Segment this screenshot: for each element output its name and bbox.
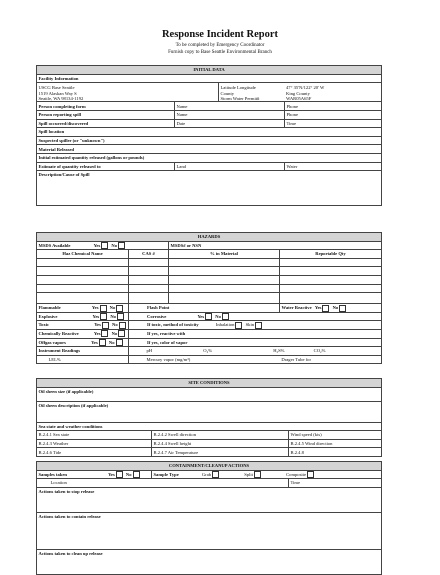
msds-number-label: MSDS# or NSN [170,242,202,248]
instrument-readings-row2[interactable] [129,355,382,364]
oil-sheen-description-field[interactable] [37,401,382,422]
oil-sheen-size-field[interactable] [37,387,382,401]
suspected-spiller-label: Suspected spiller (or "unknown") [38,138,105,144]
hazards-table [36,232,382,364]
o2-label: O₂% [203,348,213,354]
skin-checkbox[interactable] [255,322,262,329]
composite-checkbox[interactable] [307,471,314,478]
water-reactive-yes-label: Yes [314,305,322,311]
subtitle-coordinator: To be completed by Emergency Coordinator [175,43,265,48]
facility-street: 1519 Alaskan Way S [38,90,77,96]
sample-type-row [152,470,382,479]
person-completing-label: Person completing form [37,102,175,111]
toxicity-method-row [129,321,382,330]
offgas-yes-label: Yes [91,339,98,345]
msds-yes-label: Yes [93,242,101,248]
msds-available-row [37,241,169,250]
lel-label: LEL% [48,357,61,363]
b248-field[interactable] [289,448,382,457]
samples-taken-label: Samples taken [38,471,67,477]
weather-label: B.2.4.3 Weather [38,441,69,447]
vapor-color-label: If yes, color of vapor [147,339,188,345]
spill-occurred-label: Spill occurred/discovered [37,119,175,128]
stop-release-label: Actions taken to stop release [38,488,95,494]
chemical-row[interactable] [37,267,382,276]
containment-header: CONTAINMENT/CLEANUP ACTIONS [37,462,382,471]
toxic-no-label: No [112,322,118,328]
swell-height-field[interactable] [152,439,289,448]
vapor-color-field[interactable] [129,338,382,347]
spill-location-label: Spill location [38,129,65,135]
grab-label: Grab [201,471,212,477]
subtitle-furnish-copy: Furnish copy to Base Seattle Environmental Branch [168,50,272,55]
flammable-yes-checkbox[interactable] [100,305,107,312]
estimate-released-to-label: Estimate of quantity released to [37,162,175,171]
swell-direction-field[interactable] [152,431,289,440]
initial-data-table [36,65,382,206]
sample-time-field[interactable] [289,479,382,488]
date-label: Date [176,120,186,126]
contain-release-field[interactable] [37,512,382,549]
facility-city: Seattle, WA 98134-1192 [38,96,84,101]
county-label: County [220,90,235,96]
corrosive-no-label: No [215,313,221,319]
facility-meta-values [285,83,382,102]
water-reactive-yes-checkbox[interactable] [322,305,329,312]
tide-field[interactable] [37,448,152,457]
haz-chemical-name-header: Haz Chemical Name [37,250,129,259]
reactive-yes-label: Yes [93,331,101,337]
sample-type-label: Sample Type [153,471,179,477]
permit-label: Storm Water Permit# [220,96,260,101]
flammable-yes-label: Yes [91,305,99,311]
explosive-label: Explosive [38,313,58,319]
reactive-with-field[interactable] [129,329,382,338]
location-label: Location [50,480,67,486]
time-label: Time [286,120,297,126]
offgas-no-checkbox[interactable] [116,339,123,346]
air-temperature-label: B.2.4.7 Air Temperature [153,449,199,455]
chemical-row[interactable] [37,275,382,284]
h2s-label: H₂S% [273,348,285,354]
facility-name: USCG Base Seattle [38,85,75,91]
hazards-header: HAZARDS [37,233,382,242]
msds-no-label: No [111,242,118,248]
samples-yes-checkbox[interactable] [116,471,123,478]
co2-label: CO₂% [313,348,326,354]
sea-state-field[interactable] [37,431,152,440]
toxic-yes-label: Yes [94,322,101,328]
time-label: Time [290,480,301,486]
msds-yes-checkbox[interactable] [101,242,108,249]
samples-taken-row [37,470,152,479]
chemically-reactive-label: Chemically Reactive [38,331,79,337]
corrosive-yes-checkbox[interactable] [205,313,212,320]
water-reactive-row [280,304,382,313]
split-label: Split [244,471,253,477]
wind-direction-label: B.2.4.5 Wind direction [290,441,333,447]
initial-data-header: INITIAL DATA [37,66,382,75]
phone-label: Phone [286,103,298,109]
cleanup-release-field[interactable] [37,549,382,574]
flammable-label: Flammable [38,305,61,311]
corrosive-yes-label: Yes [197,313,205,319]
msds-no-checkbox[interactable] [118,242,125,249]
swell-direction-label: B.2.4.2 Swell direction [153,432,196,438]
reporting-phone-field[interactable] [285,111,382,120]
skin-label: Skin [245,322,255,328]
wind-direction-field[interactable] [289,439,382,448]
samples-no-label: No [125,471,132,477]
flammable-row [37,304,129,313]
initial-quantity-label: Initial estimated quantity released (gallons or pounds) [38,155,145,161]
site-conditions-table [36,378,382,457]
toxic-yes-checkbox[interactable] [102,322,109,329]
spill-location-field[interactable] [37,128,382,137]
drager-tube-label: Drager Tube for [281,357,311,363]
sea-state-heading: Sea state and weather conditions [37,422,382,431]
name-label: Name [176,103,188,109]
toxic-row [37,321,129,330]
weather-field[interactable] [37,439,152,448]
flash-point-field[interactable] [129,304,280,313]
samples-yes-label: Yes [108,471,115,477]
toxicity-method-label: If toxic, method of toxicity [147,322,199,328]
explosive-yes-label: Yes [92,313,100,319]
grab-checkbox[interactable] [212,471,219,478]
flammable-no-label: No [109,305,116,311]
material-released-label: Material Released [38,146,75,152]
samples-no-checkbox[interactable] [133,471,140,478]
chemical-row[interactable] [37,293,382,304]
water-reactive-no-label: No [332,305,339,311]
toxic-label: Toxic [38,322,50,328]
facility-address-cell [37,83,219,102]
latlon-label: Latitude Longitude [220,85,256,91]
oil-sheen-description-label: Oil sheen description (if applicable) [38,402,109,408]
chemically-reactive-row [37,329,129,338]
permit-value: WAR05A65F [286,96,312,101]
reactive-with-label: If yes, reactive with [147,331,186,337]
mercury-vapor-label: Mercury vapor (mg/m³) [146,357,191,363]
swell-height-label: B.2.4.4 Swell height [153,441,192,447]
initial-quantity-field[interactable] [37,153,382,162]
report-title: Response Incident Report [161,29,279,40]
msds-available-label: MSDS Available [38,242,71,248]
offgas-label: Offgas vapors [38,339,66,345]
flammable-no-checkbox[interactable] [116,305,123,312]
site-conditions-header: SITE CONDITIONS [37,379,382,388]
name-label: Name [176,112,188,118]
lel-field[interactable] [37,355,129,364]
offgas-row [37,338,129,347]
reportable-qty-header: Reportable Qty [280,250,382,259]
sample-location-field[interactable] [37,479,289,488]
facility-meta-labels [219,83,285,102]
reactive-yes-checkbox[interactable] [101,330,108,337]
reactive-no-checkbox[interactable] [118,330,125,337]
spill-time-field[interactable] [285,119,382,128]
containment-table [36,461,382,575]
completing-name-field[interactable] [175,102,285,111]
ph-label: pH [146,348,153,354]
instrument-readings-label: Instrument Readings [37,347,129,356]
corrosive-label: Corrosive [147,313,167,319]
split-checkbox[interactable] [254,471,261,478]
water-label: Water [286,163,298,169]
water-reactive-label: Water Reactive [281,305,312,311]
chemical-row[interactable] [37,258,382,267]
contain-release-label: Actions taken to contain release [38,513,101,519]
offgas-yes-checkbox[interactable] [99,339,106,346]
spill-date-field[interactable] [175,119,285,128]
corrosive-row [129,312,382,321]
inhalation-checkbox[interactable] [235,322,242,329]
land-field[interactable] [175,162,285,171]
person-reporting-label: Person reporting spill [37,111,175,120]
pct-material-header: % in Material [169,250,280,259]
sea-state-label: B.2.4.1 Sea state [38,432,70,438]
water-reactive-no-checkbox[interactable] [339,305,346,312]
explosive-yes-checkbox[interactable] [100,313,107,320]
water-field[interactable] [285,162,382,171]
explosive-no-label: No [110,313,116,319]
oil-sheen-size-label: Oil sheen size (if applicable) [38,388,94,394]
suspected-spiller-field[interactable] [37,136,382,145]
description-field[interactable] [37,171,382,206]
land-label: Land [176,163,186,169]
stop-release-field[interactable] [37,487,382,512]
inhalation-label: Inhalation [215,322,235,328]
description-label: Description/Cause of Spill [38,172,90,178]
latlon-value: 47° 35'N/122° 20' W [286,85,325,91]
wind-speed-label: Wind speed (kts) [290,432,322,438]
cleanup-release-label: Actions taken to clean up release [38,550,103,556]
chemical-row[interactable] [37,284,382,293]
b248-label: B.2.4.8 [290,449,304,455]
air-temperature-field[interactable] [152,448,289,457]
flash-point-label: Flash Point [147,305,170,311]
cas-header: CAS # [129,250,169,259]
offgas-no-label: No [108,339,115,345]
msds-number-field[interactable] [169,241,382,250]
reactive-no-label: No [111,331,118,337]
completing-phone-field[interactable] [285,102,382,111]
facility-info-label: Facility Information [37,74,382,83]
composite-label: Composite [286,471,306,477]
explosive-no-checkbox[interactable] [117,313,124,320]
material-released-field[interactable] [37,145,382,154]
wind-speed-field[interactable] [289,431,382,440]
tide-label: B.2.4.6 Tide [38,449,62,455]
county-value: King County [286,90,310,96]
corrosive-no-checkbox[interactable] [222,313,229,320]
instrument-readings-row1[interactable] [129,347,382,356]
toxic-no-checkbox[interactable] [119,322,126,329]
explosive-row [37,312,129,321]
phone-label: Phone [286,112,298,118]
reporting-name-field[interactable] [175,111,285,120]
